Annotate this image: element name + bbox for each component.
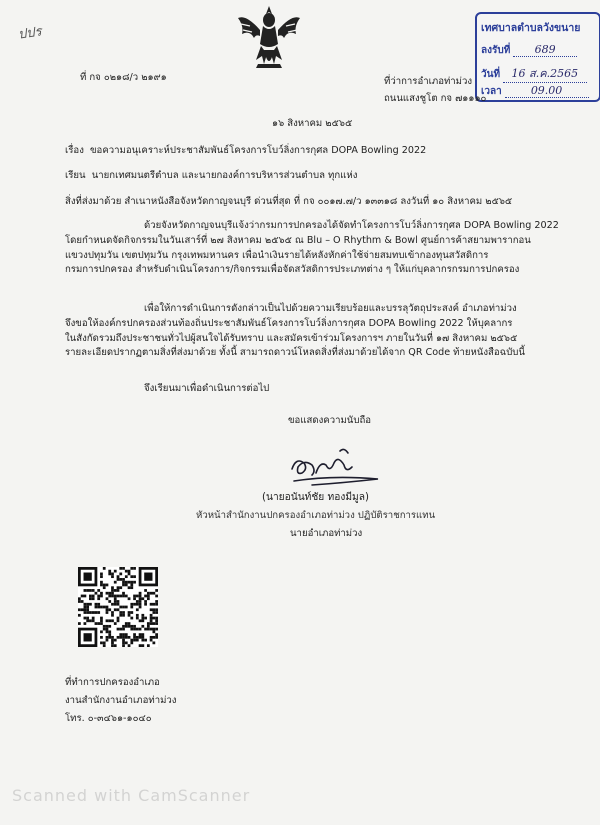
body-paragraph-1 — [65, 219, 559, 278]
receive-stamp — [475, 12, 600, 102]
paragraph-line: รายละเอียดปรากฏตามสิ่งที่ส่งมาด้วย ทั้งนี้ สามารถดาวน์โหลดสิ่งที่ส่งมาด้วยได้จาก QR Code ท้ายหนังสือฉบับนี้ — [65, 347, 525, 359]
office-address: ถนนแสงชูโต กจ ๗๑๑๑๐ — [384, 93, 487, 104]
letter-date: ๑๖ สิงหาคม ๒๕๖๕ — [272, 118, 353, 129]
paragraph-line: เพื่อให้การดำเนินการดังกล่าวเป็นไปด้วยความเรียบร้อยและบรรลุวัตถุประสงค์ อำเภอท่าม่วง — [144, 303, 517, 314]
paragraph-line: ในสังกัดรวมถึงประชาชนทั่วไปผู้สนใจได้รับทราบ และสมัครเข้าร่วมโครงการฯ ภายในวันที่ ๑๗ สิงหาคม ๒๕๖๕ — [65, 332, 518, 344]
paragraph-line: ด้วยจังหวัดกาญจนบุรีแจ้งว่ากรมการปกครองได้จัดทำโครงการโบว์ลิ่งการกุศล DOPA Bowling 2022 — [144, 220, 559, 231]
to-label: เรียน — [65, 170, 86, 181]
subject-line — [65, 144, 426, 157]
footer-department: งานสำนักงานอำเภอท่าม่วง — [65, 695, 177, 706]
stamp-date-label: วันที่ — [481, 69, 501, 80]
stamp-date-value: 16 ส.ค.2565 — [503, 64, 587, 83]
office-name: ที่ว่าการอำเภอท่าม่วง — [384, 76, 473, 87]
scanner-watermark: Scanned with CamScanner — [12, 786, 251, 805]
footer-office: ที่ทำการปกครองอำเภอ — [65, 677, 160, 688]
paragraph-line: โดยกำหนดจัดกิจกรรมในวันเสาร์ที่ ๒๗ สิงหาคม ๒๕๖๕ ณ Blu – O Rhythm & Bowl ศูนย์การค้าสยามพารากอน — [65, 234, 531, 246]
paragraph-line: จึงขอให้องค์กรปกครองส่วนท้องถิ่นประชาสัมพันธ์โครงการโบว์ลิ่งการกุศล DOPA Bowling 2022 ให้บุคลากร — [65, 317, 513, 329]
subject-text: ขอความอนุเคราะห์ประชาสัมพันธ์โครงการโบว์ลิ่งการกุศล DOPA Bowling 2022 — [90, 145, 427, 156]
to-line — [65, 169, 357, 182]
body-paragraph-2 — [65, 302, 525, 361]
subject-label: เรื่อง — [65, 145, 84, 156]
footer-phone: โทร. ๐-๓๔๖๑-๑๐๔๐ — [65, 713, 152, 724]
stamp-time-label: เวลา — [481, 86, 502, 97]
handwritten-mark: ปปร — [17, 24, 43, 43]
stamp-receive-no: 689 — [513, 43, 577, 57]
qr-code-icon — [78, 567, 158, 647]
paragraph-line: กรมการปกครอง สำหรับดำเนินโครงการ/กิจกรรมเพื่อจัดสวัสดิการประเภทต่าง ๆ ให้แก่บุคลากรกรมการปกครอง — [65, 264, 520, 276]
to-text: นายกเทศมนตรีตำบล และนายกองค์การบริหารส่วนตำบล ทุกแห่ง — [91, 170, 358, 181]
signature-icon — [282, 443, 402, 489]
stamp-time-value: 09.00 — [505, 84, 589, 98]
garuda-emblem-icon — [236, 4, 302, 74]
attachment-line: สิ่งที่ส่งมาด้วย สำเนาหนังสือจังหวัดกาญจนบุรี ด่วนที่สุด ที่ กจ ๐๐๑๗.๗/ว ๑๓๓๑๘ ลงวันที่ ๑๐ สิงหาคม ๒๕๖๕ — [65, 196, 513, 207]
closing-request: จึงเรียนมาเพื่อดำเนินการต่อไป — [144, 383, 270, 394]
paragraph-line: แขวงปทุมวัน เขตปทุมวัน กรุงเทพมหานคร เพื่อนำเงินรายได้หลังหักค่าใช้จ่ายสมทบเข้ากองทุนสวัสดิการ — [65, 249, 489, 261]
signatory-position: หัวหน้าสำนักงานปกครองอำเภอท่าม่วง ปฏิบัติราชการแทน — [196, 510, 436, 521]
signatory-name: (นายอนันท์ชัย ทองมีมูล) — [262, 492, 369, 503]
stamp-receive-label: ลงรับที่ — [481, 45, 511, 56]
regards-text: ขอแสดงความนับถือ — [288, 415, 372, 426]
stamp-org: เทศบาลตำบลวังขนาย — [481, 22, 581, 34]
doc-number: ที่ กจ ๐๒๑๘/ว ๒๑๙๑ — [80, 72, 167, 83]
signatory-title: นายอำเภอท่าม่วง — [290, 528, 363, 539]
